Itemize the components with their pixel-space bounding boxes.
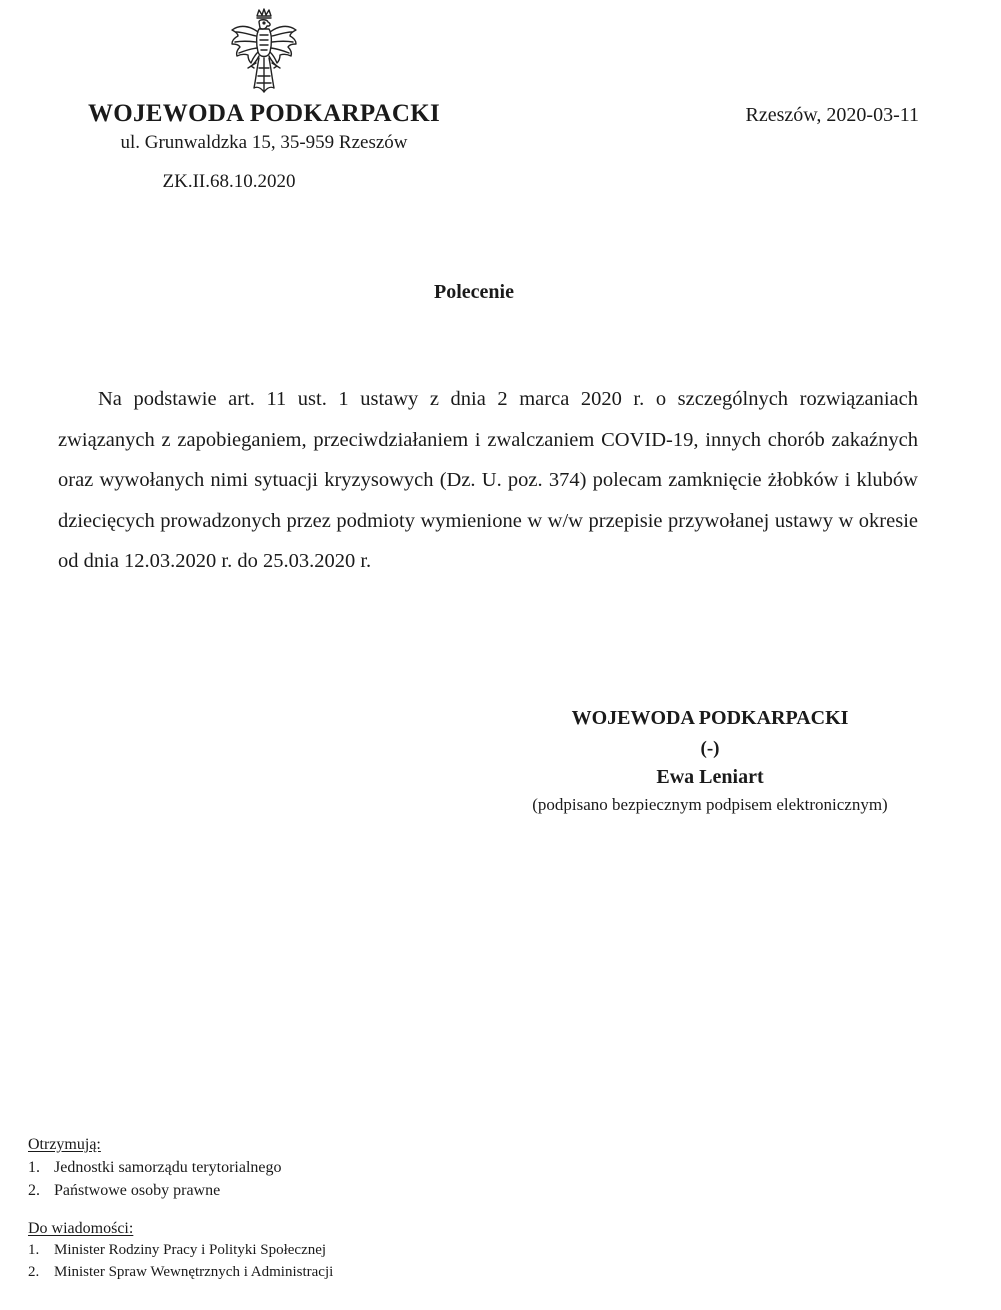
signatory-name: Ewa Leniart (656, 766, 764, 788)
document-body: Na podstawie art. 11 ust. 1 ustawy z dnia 2 marca 2020 r. o szczególnych rozwiązaniach związanych z zapobieganiem, przeciwdziałaniem i zwalczaniem COVID-19, innych chorób zakaźnych oraz wywołanych nimi sytuacji kryzysowych (Dz. U. poz. 374) polecam zamknięcie żłobków i klubów dziecięcych prowadzonych przez podmioty wymienione w w/w przepisie przywołanej ustawy w okresie od dnia 12.03.2020 r. do 25.03.2020 r. (58, 388, 918, 573)
signatory-title: WOJEWODA PODKARPACKI (571, 707, 849, 729)
signature-note: (podpisano bezpiecznym podpisem elektronicznym) (532, 795, 888, 814)
signature-mark: (-) (700, 738, 720, 759)
list-item: 2. Minister Spraw Wewnętrznych i Administracji (28, 1264, 334, 1280)
authority-address: ul. Grunwaldzka 15, 35-959 Rzeszów (120, 132, 408, 153)
recipients-list (28, 1156, 282, 1202)
recipients-heading: Otrzymują: (28, 1136, 101, 1153)
for-information-section (28, 1219, 333, 1283)
reference-number: ZK.II.68.10.2020 (162, 171, 296, 192)
eagle-emblem-icon (226, 8, 302, 102)
list-item: 1. Minister Rodziny Pracy i Polityki Społecznej (28, 1242, 327, 1258)
recipients-section (28, 1134, 282, 1202)
list-item: 2. Państwowe osoby prawne (28, 1182, 221, 1199)
for-information-list (28, 1239, 333, 1283)
authority-name: WOJEWODA PODKARPACKI (87, 100, 441, 127)
for-information-heading: Do wiadomości: (28, 1220, 134, 1237)
signature-block (500, 706, 920, 820)
list-item: 1. Jednostki samorządu terytorialnego (28, 1159, 282, 1176)
document-title: Polecenie (434, 281, 514, 303)
place-and-date: Rzeszów, 2020-03-11 (745, 104, 919, 126)
